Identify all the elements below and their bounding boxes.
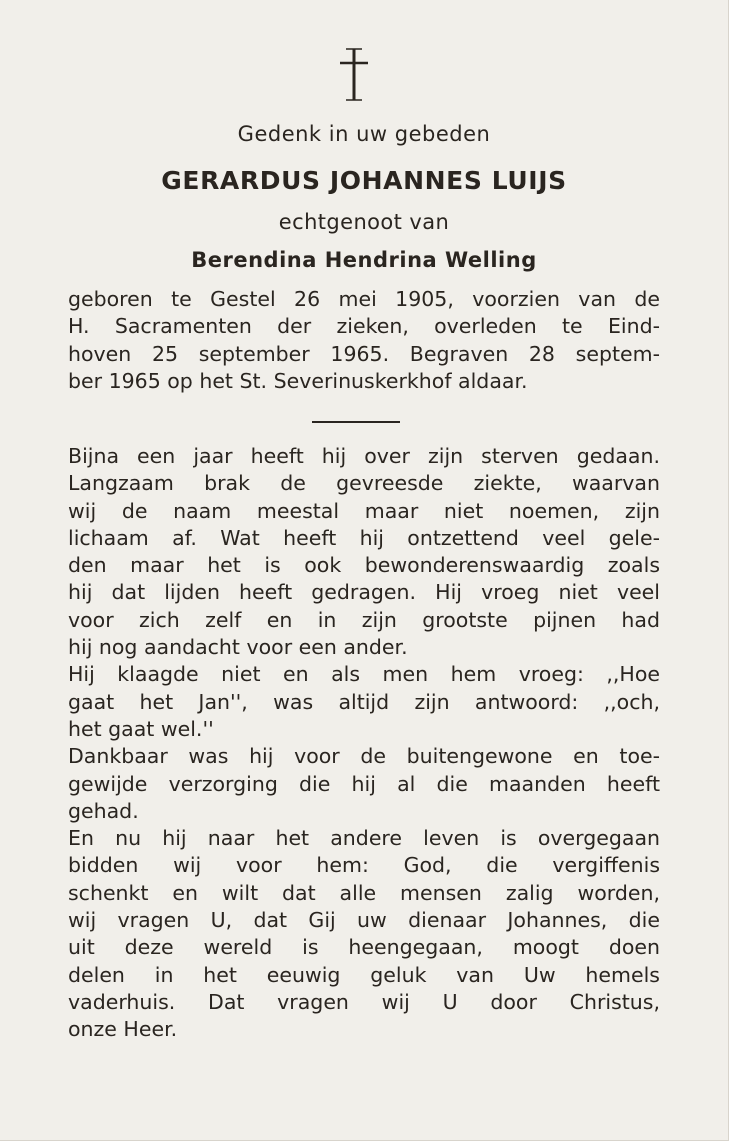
text-line: voor zich zelf en in zijn grootste pijnen had	[68, 607, 660, 632]
text-line: hij dat lijden heeft gedragen. Hij vroeg niet veel	[68, 580, 660, 605]
text-line: gehad.	[68, 798, 139, 823]
text-line: het gaat wel.''	[68, 716, 214, 741]
text-line: den maar het is ook bewonderenswaardig zoals	[68, 553, 660, 578]
text-line: uit deze wereld is heengegaan, moogt doen	[68, 935, 660, 960]
text-line: gewijde verzorging die hij al die maanden heeft	[68, 771, 660, 796]
text-line: En nu hij naar het andere leven is overgegaan	[68, 826, 660, 851]
memorial-text	[68, 443, 660, 1044]
biography-line: hoven 25 september 1965. Begraven 28 septem-	[68, 341, 660, 366]
text-line: Bijna een jaar heeft hij over zijn sterven gedaan.	[68, 444, 660, 468]
text-line: lichaam af. Wat heeft hij ontzettend veel gele-	[68, 525, 660, 550]
biography-line: H. Sacramenten der zieken, overleden te Eind-	[68, 314, 660, 339]
text-line: Langzaam brak de gevreesde ziekte, waarvan	[68, 471, 660, 496]
text-line: onze Heer.	[68, 1017, 178, 1042]
intro-text: Gedenk in uw gebeden	[237, 122, 491, 146]
biography-line: geboren te Gestel 26 mei 1905, voorzien van de	[68, 287, 660, 311]
text-line: Hij klaagde niet en als men hem vroeg: ,,Hoe	[68, 662, 660, 687]
biography-paragraph	[68, 286, 660, 395]
relation-text: echtgenoot van	[278, 210, 450, 234]
text-line: gaat het Jan'', was altijd zijn antwoord: ,,och,	[68, 689, 660, 714]
text-line: wij vragen U, dat Gij uw dienaar Johannes, die	[68, 908, 660, 933]
spouse-name: Berendina Hendrina Welling	[191, 248, 537, 272]
latin-cross-icon	[334, 46, 374, 104]
text-line: schenkt en wilt dat alle mensen zalig worden,	[68, 880, 660, 905]
divider	[312, 421, 400, 423]
text-line: vaderhuis. Dat vragen wij U door Christus,	[68, 989, 660, 1014]
text-line: delen in het eeuwig geluk van Uw hemels	[68, 962, 660, 987]
text-line: wij de naam meestal maar niet noemen, zijn	[68, 498, 660, 523]
deceased-name: GERARDUS JOHANNES LUIJS	[161, 166, 567, 195]
text-line: Dankbaar was hij voor de buitengewone en toe-	[68, 744, 660, 769]
text-line: bidden wij voor hem: God, die vergiffenis	[68, 853, 660, 878]
text-line: hij nog aandacht voor een ander.	[68, 635, 408, 660]
biography-line: ber 1965 op het St. Severinuskerkhof aldaar.	[68, 368, 528, 393]
